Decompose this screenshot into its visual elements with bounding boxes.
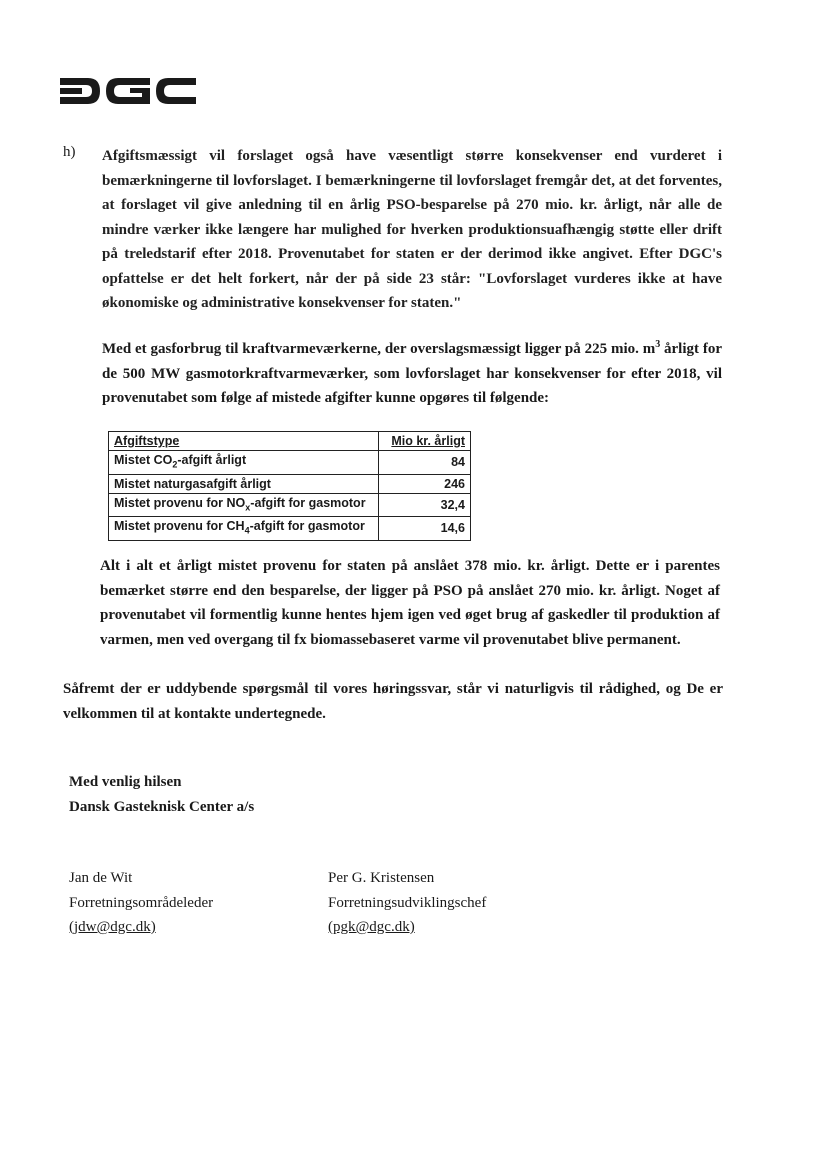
signatory-name: Per G. Kristensen [328,870,435,886]
signatory-left [69,866,213,940]
item-letter: h) [63,144,76,160]
table-row [109,493,471,517]
table-row [109,474,471,493]
signatory-title: Forretningsudviklingschef [328,894,487,911]
greeting: Med venlig hilsen [69,774,182,790]
row-value: 84 [379,451,471,475]
closing-block [69,770,254,819]
signatory-title: Forretningsområdeleder [69,894,214,911]
signatory-email[interactable]: (pgk@dgc.dk) [328,919,415,935]
gas-paragraph [102,333,722,411]
col-header-amount: Mio kr. årligt [379,432,471,451]
table-header-row [109,432,471,451]
col-header-type: Afgiftstype [109,432,379,451]
dgc-logo [58,74,198,108]
row-label: Mistet naturgasafgift årligt [109,474,379,493]
gas-text-1: Med et gasforbrug til kraftvarmeværkerne, der overslagsmæssigt ligger på 225 mio. m [102,341,656,357]
total-paragraph: Alt i alt et årligt mistet provenu for staten på anslået 378 mio. kr. årligt. Dette er i parentes bemærket større end den besparelse, der ligger på PSO på anslået 270 mio. kr. årligt. Noget af provenutabet vil formentlig kunne hentes hjem igen ved øget brug af gaskedler til produktion af varmen, men ved overgang til fx biomassebaseret varme vil provenutabet blive permanent. [100,558,720,648]
gas-text-2: årligt for de 500 MW gasmotorkraftvarmeværker, som lovforslaget har konsekvenser for efter 2018, vil provenutabet som følge af mistede afgifter kunne opgøres til følgende: [102,341,722,406]
gas-sup: 3 [655,339,661,350]
row-label: Mistet provenu for $CH_4$-afgift for gasmotor [109,517,379,541]
row-label: Mistet $CO_2$-afgift årligt [109,451,379,475]
tax-table [108,431,471,541]
signatory-email[interactable]: (jdw@dgc.dk) [69,919,156,935]
company-name: Dansk Gasteknisk Center a/s [69,798,255,815]
signatory-name: Jan de Wit [69,870,133,886]
table-row [109,451,471,475]
row-value: 32,4 [379,493,471,517]
signatory-right [328,866,486,940]
contact-paragraph: Såfremt der er uddybende spørgsmål til vores høringssvar, står vi naturligvis til rådighed, og De er velkommen til at kontakte undertegnede. [63,681,723,722]
item-h-text: Afgiftsmæssigt vil forslaget også have væsentligt større konsekvenser end vurderet i bemærkningerne til lovforslaget. I bemærkningerne til lovforslaget fremgår det, at det forventes, at forslaget vil give anledning til en årlig PSO-besparelse på 270 mio. kr. årligt, når alle de mindre værker ikke længere har mulighed for hverken produktionsuafhængig støtte eller drift på treledstarif efter 2018. Provenutabet for staten er der derimod ikke angivet. Efter DGC's opfattelse er det helt forkert, når der på side 23 står: "Lovforslaget vurderes ikke at have økonomiske og administrative konsekvenser for staten." [102,148,722,311]
row-value: 246 [379,474,471,493]
row-label: Mistet provenu for $NO_x$-afgift for gasmotor [109,493,379,517]
table-row [109,517,471,541]
row-value: 14,6 [379,517,471,541]
